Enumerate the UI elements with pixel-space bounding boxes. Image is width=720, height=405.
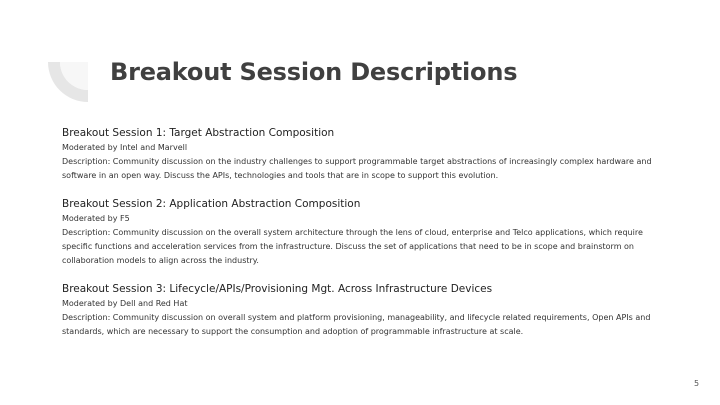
session-title: Breakout Session 3: Lifecycle/APIs/Provisioning Mgt. Across Infrastructure Devices: [62, 283, 493, 295]
page-number: 5: [694, 379, 700, 388]
session-item-2: [62, 197, 662, 268]
session-description: Description: Community discussion on the overall system architecture through the lens of cloud, enterprise and Telco applications, which require specific functions and acceleration services from the infrastructure. Discuss the set of applications that need to be in scope and brainstorm on collaboration models to align across the industry.: [62, 228, 643, 265]
session-item-1: [62, 126, 662, 183]
session-moderator: Moderated by Intel and Marvell: [62, 143, 188, 152]
session-title: Breakout Session 1: Target Abstraction Composition: [62, 127, 335, 139]
session-list: [62, 126, 662, 339]
session-moderator: Moderated by F5: [62, 214, 130, 223]
slide-title: Breakout Session Descriptions: [110, 58, 518, 86]
session-description: Description: Community discussion on overall system and platform provisioning, manageability, and lifecycle related requirements, Open APIs and standards, which are necessary to support the consumption and adoption of programmable infrastructure at scale.: [62, 313, 651, 336]
session-moderator: Moderated by Dell and Red Hat: [62, 299, 188, 308]
session-item-3: [62, 282, 662, 339]
quarter-circle-arc-icon: [48, 62, 88, 102]
session-description: Description: Community discussion on the industry challenges to support programmable target abstractions of increasingly complex hardware and software in an open way. Discuss the APIs, technologies and tools that are in scope to support this evolution.: [62, 157, 652, 180]
session-title: Breakout Session 2: Application Abstraction Composition: [62, 198, 361, 210]
